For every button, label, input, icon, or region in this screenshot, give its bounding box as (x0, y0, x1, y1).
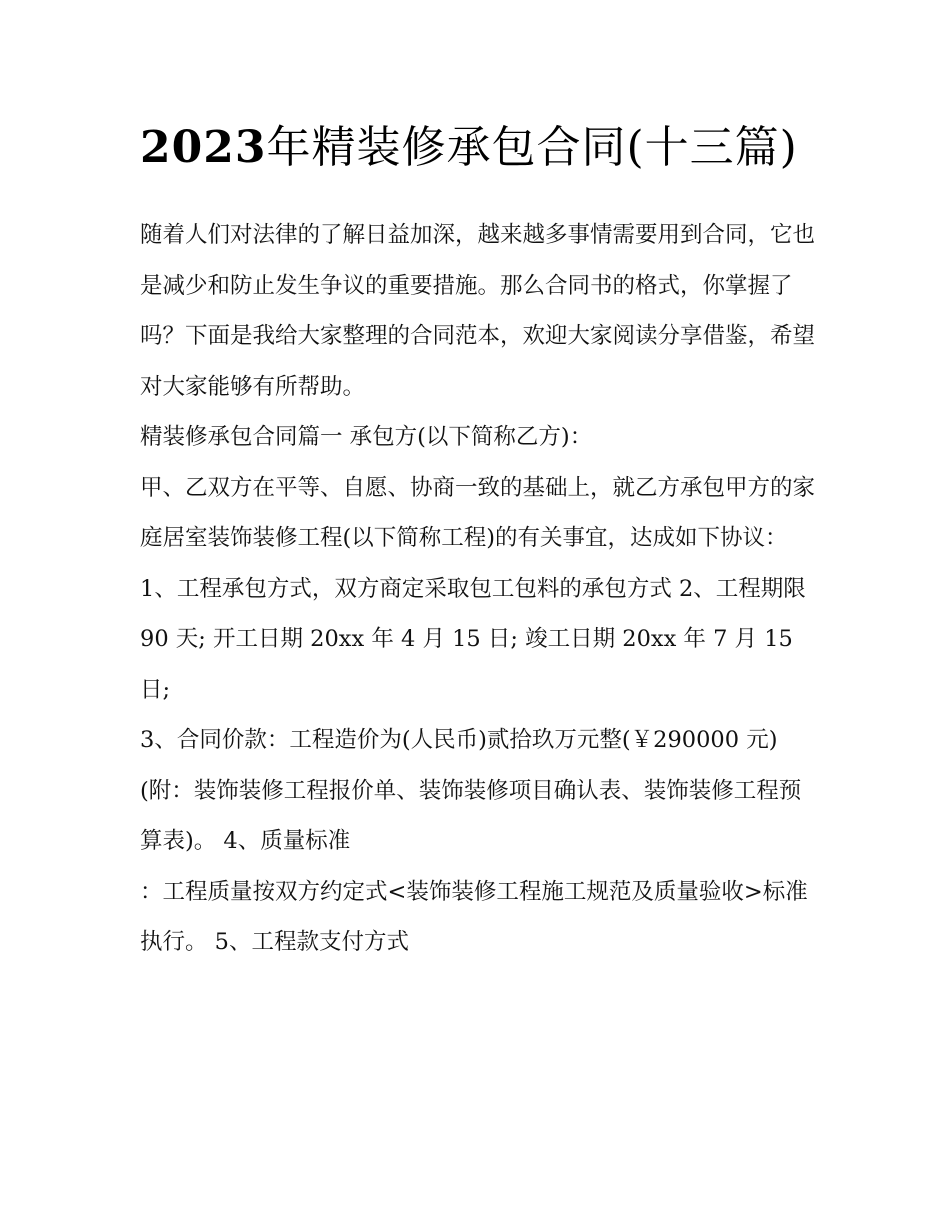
title-text: 年精装修承包合同(十三篇) (266, 122, 798, 173)
agreement-paragraph: 甲、乙双方在平等、自愿、协商一致的基础上，就乙方承包甲方的家庭居室装饰装修工程(以下简称工程)的有关事宜，达成如下协议： (140, 474, 816, 551)
clause-1-2-paragraph: 1、工程承包方式，双方商定采取包工包料的承包方式 2、工程期限 90 天; 开工日期 20xx 年 4 月 15 日; 竣工日期 20xx 年 7 月 15 日; (140, 575, 806, 703)
document-body (140, 110, 816, 968)
title-year: 2023 (140, 122, 267, 173)
intro-paragraph: 随着人们对法律的了解日益加深，越来越多事情需要用到合同，它也是减少和防止发生争议的重要措施。那么合同书的格式，你掌握了吗？下面是我给大家整理的合同范本，欢迎大家阅读分享借鉴，希望对大家能够有所帮助。 (140, 222, 816, 400)
clause-3-4-paragraph: 3、合同价款：工程造价为(人民币)贰拾玖万元整(￥290000 元)(附：装饰装修工程报价单、装饰装修项目确认表、装饰装修工程预算表)。 4、质量标准 (140, 727, 802, 854)
document-title (140, 110, 816, 186)
quality-clause-paragraph: ：工程质量按双方约定式<装饰装修工程施工规范及质量验收>标准执行。 5、工程款支付方式 (140, 878, 808, 955)
section-heading-paragraph: 精装修承包合同篇一 承包方(以下简称乙方)： (140, 424, 593, 450)
